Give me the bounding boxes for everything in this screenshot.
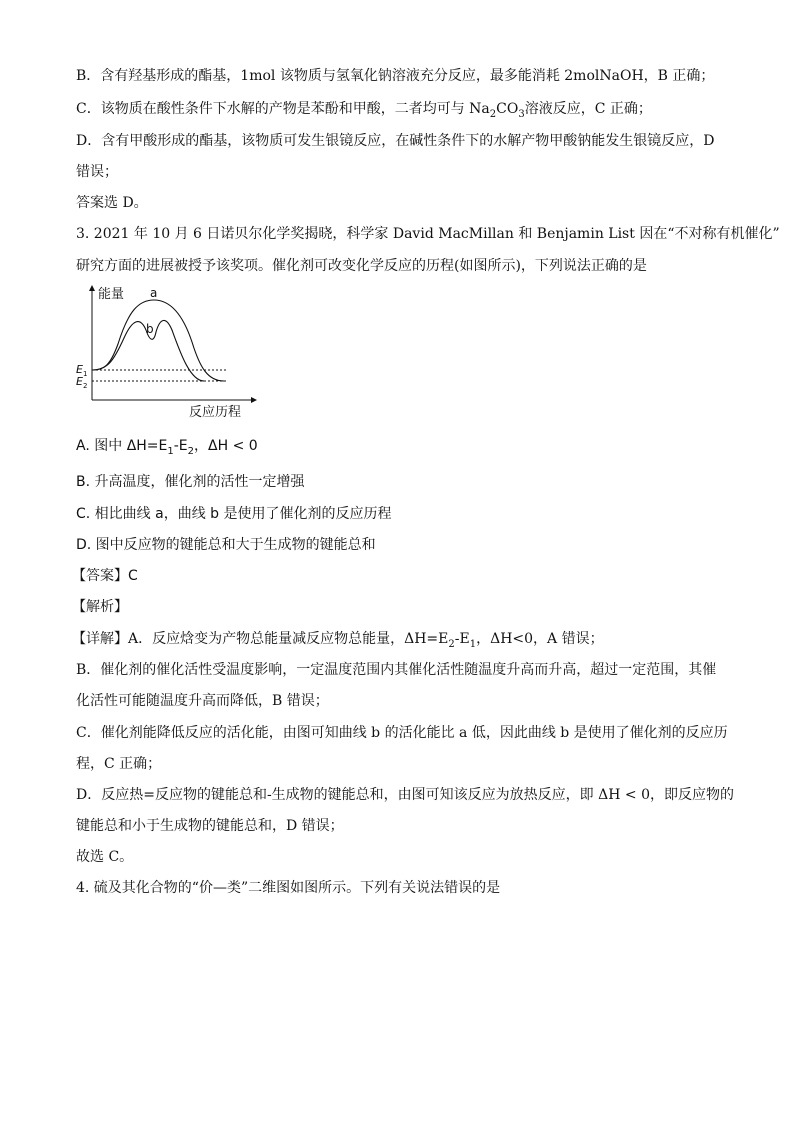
subscript: 2	[187, 445, 195, 457]
y-axis-label: 能量	[98, 287, 125, 302]
prev-option-b-explanation: B．含有羟基形成的酯基，1mol 该物质与氢氧化钠溶液充分反应，最多能消耗 2molNaOH，B 正确；	[76, 68, 715, 84]
text-segment: ，ΔH < 0	[194, 438, 258, 454]
question-3-stem-line1: 3. 2021 年 10 月 6 日诺贝尔化学奖揭晓，科学家 David MacMillan 和 Benjamin List 因在“不对称有机催化”	[76, 226, 780, 242]
text-segment: C．该物质在酸性条件下水解的产物是苯酚和甲酸，二者均可与 Na	[76, 101, 490, 117]
answer-value: C	[128, 568, 138, 584]
question-3-stem-line2: 研究方面的进展被授予该奖项。催化剂可改变化学反应的历程(如图所示)，下列说法正确的是	[76, 258, 647, 274]
explanation-b-line1: B．催化剂的催化活性受温度影响，一定温度范围内其催化活性随温度升高而升高，超过一定范围，其催	[76, 662, 717, 678]
subscript: 3	[518, 108, 525, 120]
answer-line	[72, 566, 722, 586]
explanation-c-line1: C．催化剂能降低反应的活化能，由图可知曲线 b 的活化能比 a 低，因此曲线 b 是使用了催化剂的反应历	[76, 725, 728, 741]
text-segment: ΔH=E	[126, 438, 168, 454]
explanation-c-line2: 程，C 正确；	[76, 756, 162, 772]
e1-label: E	[76, 363, 83, 376]
prev-option-c-explanation	[76, 99, 726, 119]
question-4-stem: 4. 硫及其化合物的“价—类”二维图如图所示。下列有关说法错误的是	[76, 880, 501, 896]
detail-label: 【详解】	[72, 631, 128, 647]
curve-b-label: b	[146, 322, 154, 336]
e2-subscript: 2	[83, 382, 88, 390]
explanation-a	[72, 629, 722, 649]
x-axis-label: 反应历程	[189, 405, 242, 420]
prev-option-d-explanation-line2: 错误；	[76, 164, 118, 180]
conclusion: 故选 C。	[76, 849, 134, 865]
subscript: 2	[448, 638, 455, 650]
text-segment: CO	[496, 101, 519, 117]
e2-label: E	[76, 375, 83, 388]
text-segment: 溶液反应，C 正确；	[524, 101, 652, 117]
subscript: 1	[167, 445, 174, 457]
option-b: B. 升高温度，催化剂的活性一定增强	[76, 474, 305, 490]
text-segment: A．反应焓变为产物总能量减反应物总能量，ΔH=E	[128, 631, 449, 647]
text-segment: -E	[454, 631, 470, 647]
subscript: 1	[469, 638, 477, 650]
option-a	[76, 436, 258, 456]
subscript: 2	[489, 108, 497, 120]
text-segment: -E	[173, 438, 188, 454]
option-d: D. 图中反应物的键能总和大于生成物的键能总和	[76, 537, 376, 553]
energy-diagram	[74, 282, 264, 422]
answer-label: 【答案】	[72, 568, 128, 584]
prev-answer: 答案选 D。	[76, 195, 148, 211]
curve-a	[92, 300, 224, 381]
text-segment: ，ΔH<0，A 错误；	[476, 631, 604, 647]
explanation-d-line2: 键能总和小于生成物的键能总和，D 错误；	[76, 818, 344, 834]
explanation-b-line2: 化活性可能随温度升高而降低，B 错误；	[76, 693, 329, 709]
analysis-label: 【解析】	[72, 599, 128, 615]
text-segment: A. 图中	[76, 438, 127, 454]
e1-subscript: 1	[83, 370, 88, 378]
explanation-d-line1: D．反应热=反应物的键能总和-生成物的键能总和，由图可知该反应为放热反应，即 ΔH < 0，即反应物的	[76, 787, 734, 803]
option-c: C. 相比曲线 a，曲线 b 是使用了催化剂的反应历程	[76, 506, 392, 522]
curve-a-label: a	[150, 286, 158, 300]
prev-option-d-explanation-line1: D．含有甲酸形成的酯基，该物质可发生银镜反应，在碱性条件下的水解产物甲酸钠能发生银镜反应，D	[76, 133, 715, 149]
